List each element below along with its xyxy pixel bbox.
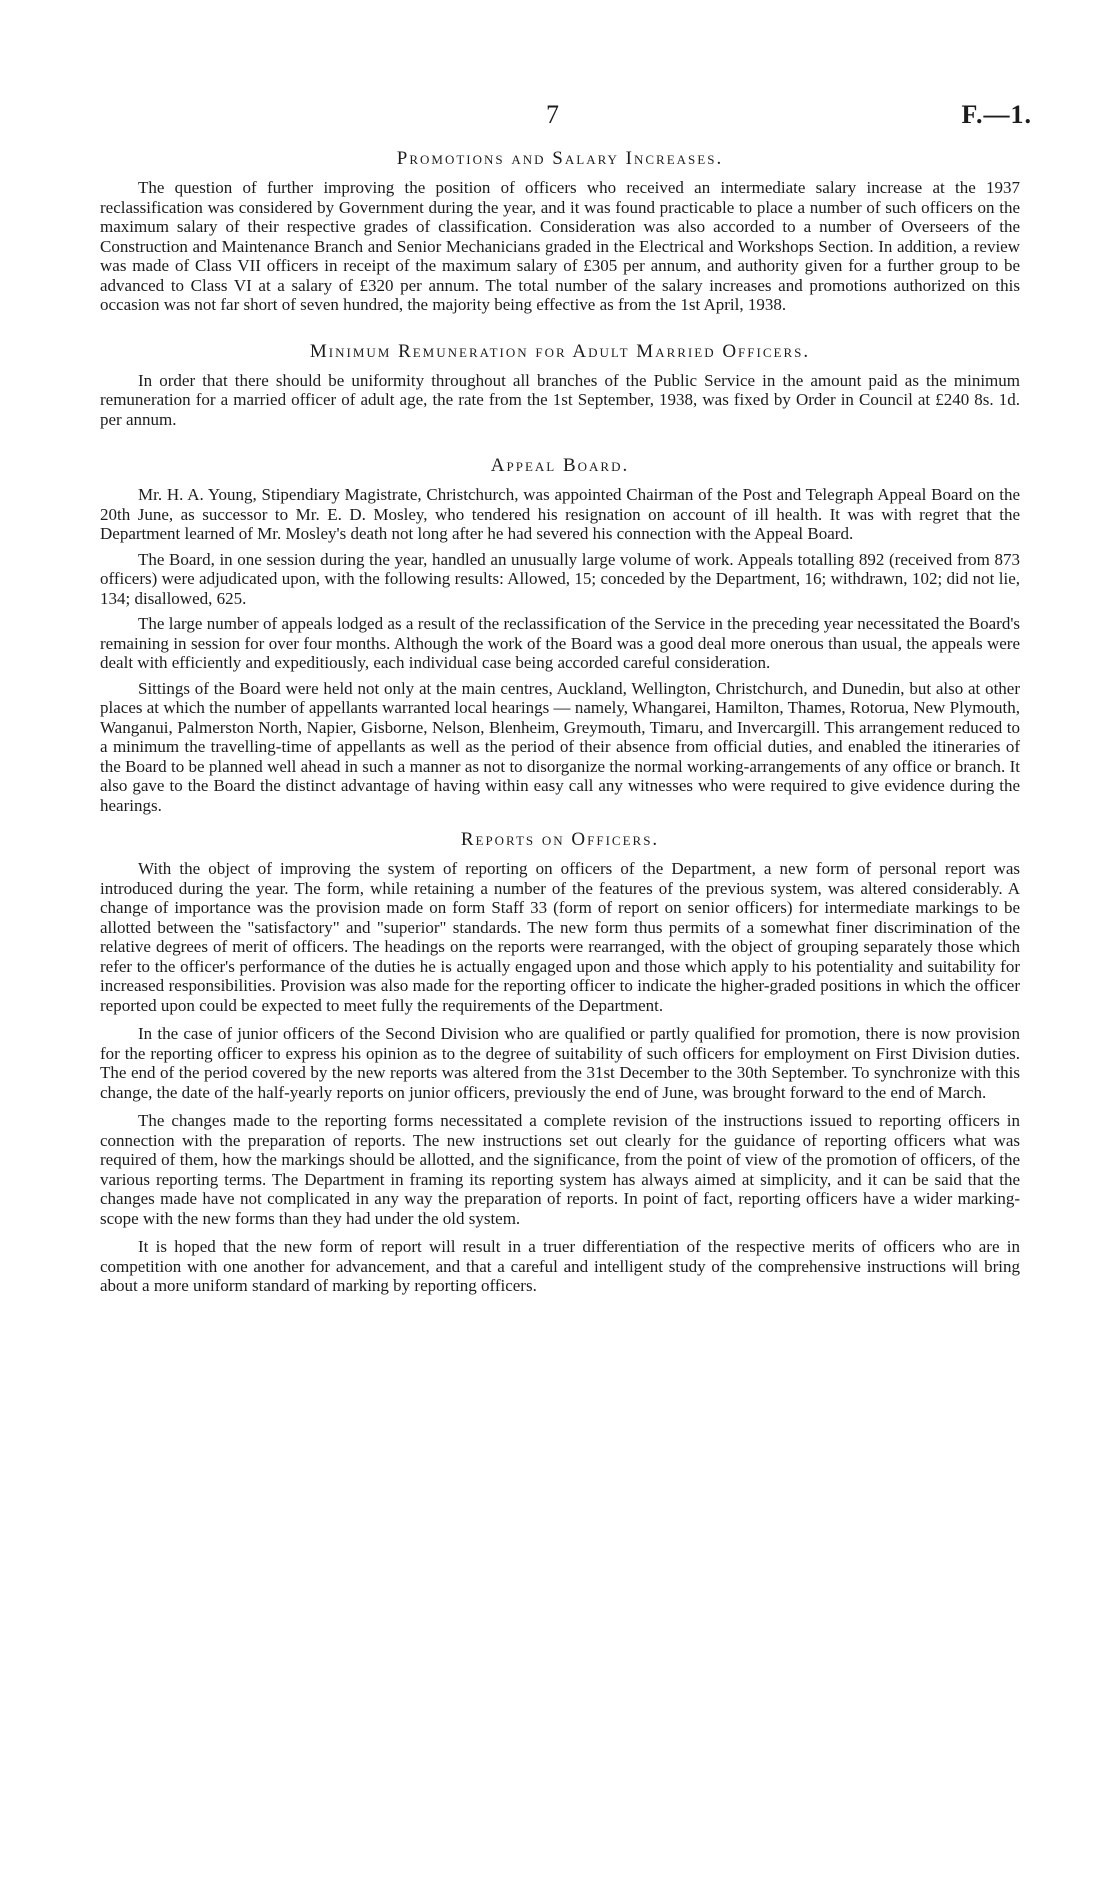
paragraph: The question of further improving the position of officers who received an intermediate salary increase at the 1937 reclassification was considered by Government during the year, and it was found practicable to place a number of such officers on the maximum salary of their respective grades of classification. Consideration was also accorded to a number of Overseers of the Construction and Maintenance Branch and Senior Mechanicians graded in the Electrical and Workshops Section. In addition, a review was made of Class VII officers in receipt of the maximum salary of £305 per annum, and authority given for a further group to be advanced to Class VI at a salary of £320 per annum. The total number of the salary increases and promotions authorized on this occasion was not far short of seven hundred, the majority being effective as from the 1st April, 1938. <box>100 178 1020 314</box>
paragraph: The large number of appeals lodged as a result of the reclassification of the Service in the preceding year necessitated the Board's remaining in session for over four months. Although the work of the Board was a good deal more onerous than usual, the appeals were dealt with efficiently and expeditiously, each individual case being accorded careful consideration. <box>100 614 1020 672</box>
section-heading: Reports on Officers. <box>460 829 660 850</box>
paragraph: In order that there should be uniformity throughout all branches of the Public Service in the amount paid as the minimum remuneration for a married officer of adult age, the rate from the 1st September, 1938, was fixed by Order in Council at £240 8s. 1d. per annum. <box>100 370 1020 429</box>
section-heading: Appeal Board. <box>490 455 630 476</box>
section-heading: Promotions and Salary Increases. <box>396 148 724 169</box>
document-code: F.—1. <box>961 100 1032 129</box>
document-page <box>100 100 1032 1322</box>
paragraph: The changes made to the reporting forms necessitated a complete revision of the instructions issued to reporting officers in connection with the preparation of reports. The new instructions set out clearly for the guidance of reporting officers what was required of them, how the markings should be allotted, and the significance, from the point of view of the promotion of officers, of the various reporting terms. The Department in framing its reporting system has always aimed at simplicity, and it can be said that the changes made have not complicated in any way the preparation of reports. In point of fact, reporting officers have a wider marking-scope with the new forms than they had under the old system. <box>100 1111 1020 1228</box>
section-reports-on-officers <box>100 829 1020 1296</box>
paragraph: With the object of improving the system of reporting on officers of the Department, a new form of personal report was introduced during the year. The form, while retaining a number of the features of the previous system, was altered considerably. A change of importance was the provision made on form Staff 33 (form of report on senior officers) for intermediate markings to be allotted between the "satisfactory" and "superior" standards. The new form thus permits of a somewhat finer discrimination of the relative degrees of merit of officers. The headings on the reports were rearranged, with the object of grouping separately those which refer to the officer's performance of the duties he is actually engaged upon and those which apply to his potentiality and suitability for increased responsibilities. Provision was also made for the reporting officer to indicate the higher-graded positions in which the officer reported upon could be expected to meet fully the requirements of the Department. <box>100 859 1020 1015</box>
section-appeal-board <box>100 455 1020 815</box>
paragraph: The Board, in one session during the year, handled an unusually large volume of work. Appeals totalling 892 (received from 873 officers) were adjudicated upon, with the following results: Allowed, 15; conceded by the Department, 16; withdrawn, 102; did not lie, 134; disallowed, 625. <box>100 549 1020 608</box>
section-minimum-remuneration <box>100 341 1020 430</box>
paragraph: Sittings of the Board were held not only at the main centres, Auckland, Wellington, Christchurch, and Dunedin, but also at other places at which the number of appellants warranted local hearings — namely, Whangarei, Hamilton, Thames, Rotorua, New Plymouth, Wanganui, Palmerston North, Napier, Gisborne, Nelson, Blenheim, Greymouth, Timaru, and Invercargill. This arrangement reduced to a minimum the travelling-time of appellants as well as the period of their absence from official duties, and enabled the itineraries of the Board to be planned well ahead in such a manner as not to disorganize the normal working-arrangements of any office or branch. It also gave to the Board the distinct advantage of having within easy call any witnesses who were required to give evidence during the hearings. <box>100 678 1020 815</box>
page-number: 7 <box>546 100 559 129</box>
section-heading: Minimum Remuneration for Adult Married Officers. <box>309 340 811 362</box>
paragraph: Mr. H. A. Young, Stipendiary Magistrate, Christchurch, was appointed Chairman of the Post and Telegraph Appeal Board on the 20th June, as successor to Mr. E. D. Mosley, who tendered his resignation on account of ill health. It was with regret that the Department learned of Mr. Mosley's death not long after he had severed his connection with the Appeal Board. <box>100 485 1020 543</box>
section-promotions <box>100 148 1020 315</box>
page-header <box>100 100 1032 140</box>
paragraph: In the case of junior officers of the Second Division who are qualified or partly qualified for promotion, there is now provision for the reporting officer to express his opinion as to the degree of suitability of such officers for employment on First Division duties. The end of the period covered by the new reports was altered from the 31st December to the 30th September. To synchronize with this change, the date of the half-yearly reports on junior officers, previously the end of June, was brought forward to the end of March. <box>100 1024 1020 1102</box>
paragraph: It is hoped that the new form of report will result in a truer differentiation of the respective merits of officers who are in competition with one another for advancement, and that a careful and intelligent study of the comprehensive instructions will bring about a more uniform standard of marking by reporting officers. <box>100 1237 1020 1295</box>
